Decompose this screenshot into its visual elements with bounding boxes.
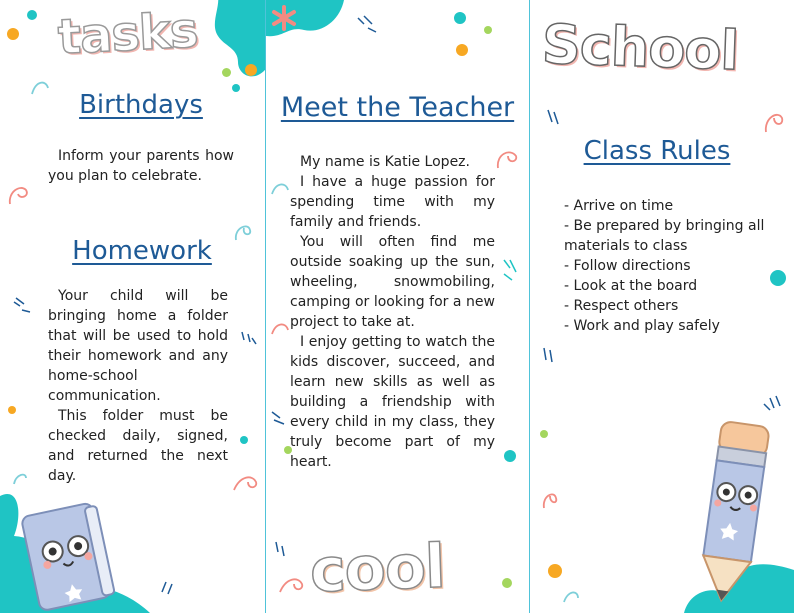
right-panel [530, 0, 794, 613]
rule-item: - Be prepared by bringing all materials to class [564, 218, 765, 254]
dash-lines-decoration [12, 296, 34, 314]
class-rules-list [564, 196, 774, 336]
squiggle-decoration [270, 318, 292, 338]
teacher-bio-paragraph: I have a huge passion for spending time with my family and friends. [290, 174, 495, 230]
squiggle-decoration [562, 586, 582, 606]
teal-dot [27, 10, 37, 20]
dash-lines-decoration [272, 540, 292, 560]
squiggle-decoration [232, 470, 260, 494]
rule-item: - Follow directions [564, 258, 691, 274]
tasks-decorative-word: tasks [56, 2, 199, 66]
dash-lines-decoration [160, 578, 180, 596]
birthdays-text: Inform your parents how you plan to celebrate. [48, 148, 234, 184]
rule-item: - Respect others [564, 298, 679, 314]
squiggle-decoration [12, 468, 30, 488]
teal-dot [504, 450, 516, 462]
teacher-bio-paragraph: I enjoy getting to watch the kids discover, succeed, and learn new skills as well as building a friendship with every child in my class, they truly become part of my heart. [290, 334, 495, 470]
meet-the-teacher-heading: Meet the Teacher [280, 92, 515, 123]
middle-panel [266, 0, 529, 613]
dash-lines-decoration [544, 108, 564, 128]
teal-dot [454, 12, 466, 24]
squiggle-decoration [540, 486, 560, 512]
cool-decorative-word: cool [308, 531, 446, 607]
dash-lines-decoration [500, 258, 520, 282]
rule-item: - Work and play safely [564, 318, 720, 334]
squiggle-decoration [762, 108, 786, 136]
orange-dot [245, 64, 257, 76]
pencil-character-illustration [684, 410, 794, 613]
book-character-illustration [0, 486, 150, 613]
birthdays-heading: Birthdays [79, 90, 203, 120]
left-panel [0, 0, 265, 613]
squiggle-decoration [494, 146, 520, 172]
orange-dot [456, 44, 468, 56]
dash-lines-decoration [238, 330, 258, 350]
green-dot [502, 578, 512, 588]
squiggle-decoration [278, 572, 306, 596]
orange-dot [8, 406, 16, 414]
school-decorative-word: School [540, 12, 740, 83]
teacher-bio-text [290, 152, 495, 472]
class-rules-heading: Class Rules [583, 136, 731, 166]
homework-paragraph: This folder must be checked daily, signed, and returned the next day. [48, 408, 228, 484]
asterisk-decoration [270, 4, 298, 32]
teacher-bio-paragraph: My name is Katie Lopez. [300, 154, 470, 170]
homework-text [48, 286, 228, 486]
dash-lines-decoration [356, 14, 378, 34]
teal-blob-decoration [208, 0, 265, 86]
dash-lines-decoration [540, 346, 560, 366]
squiggle-decoration [6, 182, 30, 208]
green-dot [540, 430, 548, 438]
homework-paragraph: Your child will be bringing home a folder that will be used to hold their homework and any home-school communication. [48, 288, 228, 404]
rule-item: - Arrive on time [564, 198, 674, 214]
squiggle-decoration [270, 178, 292, 198]
green-dot [222, 68, 231, 77]
orange-dot [7, 28, 19, 40]
dash-lines-decoration [270, 408, 290, 426]
orange-dot [548, 564, 562, 578]
rule-item: - Look at the board [564, 278, 698, 294]
green-dot [484, 26, 492, 34]
homework-heading: Homework [72, 236, 212, 266]
teal-dot [240, 436, 248, 444]
teacher-bio-paragraph: You will often find me outside soaking up the sun, wheeling, snowmobiling, camping or looking for a new project to take at. [290, 234, 495, 330]
